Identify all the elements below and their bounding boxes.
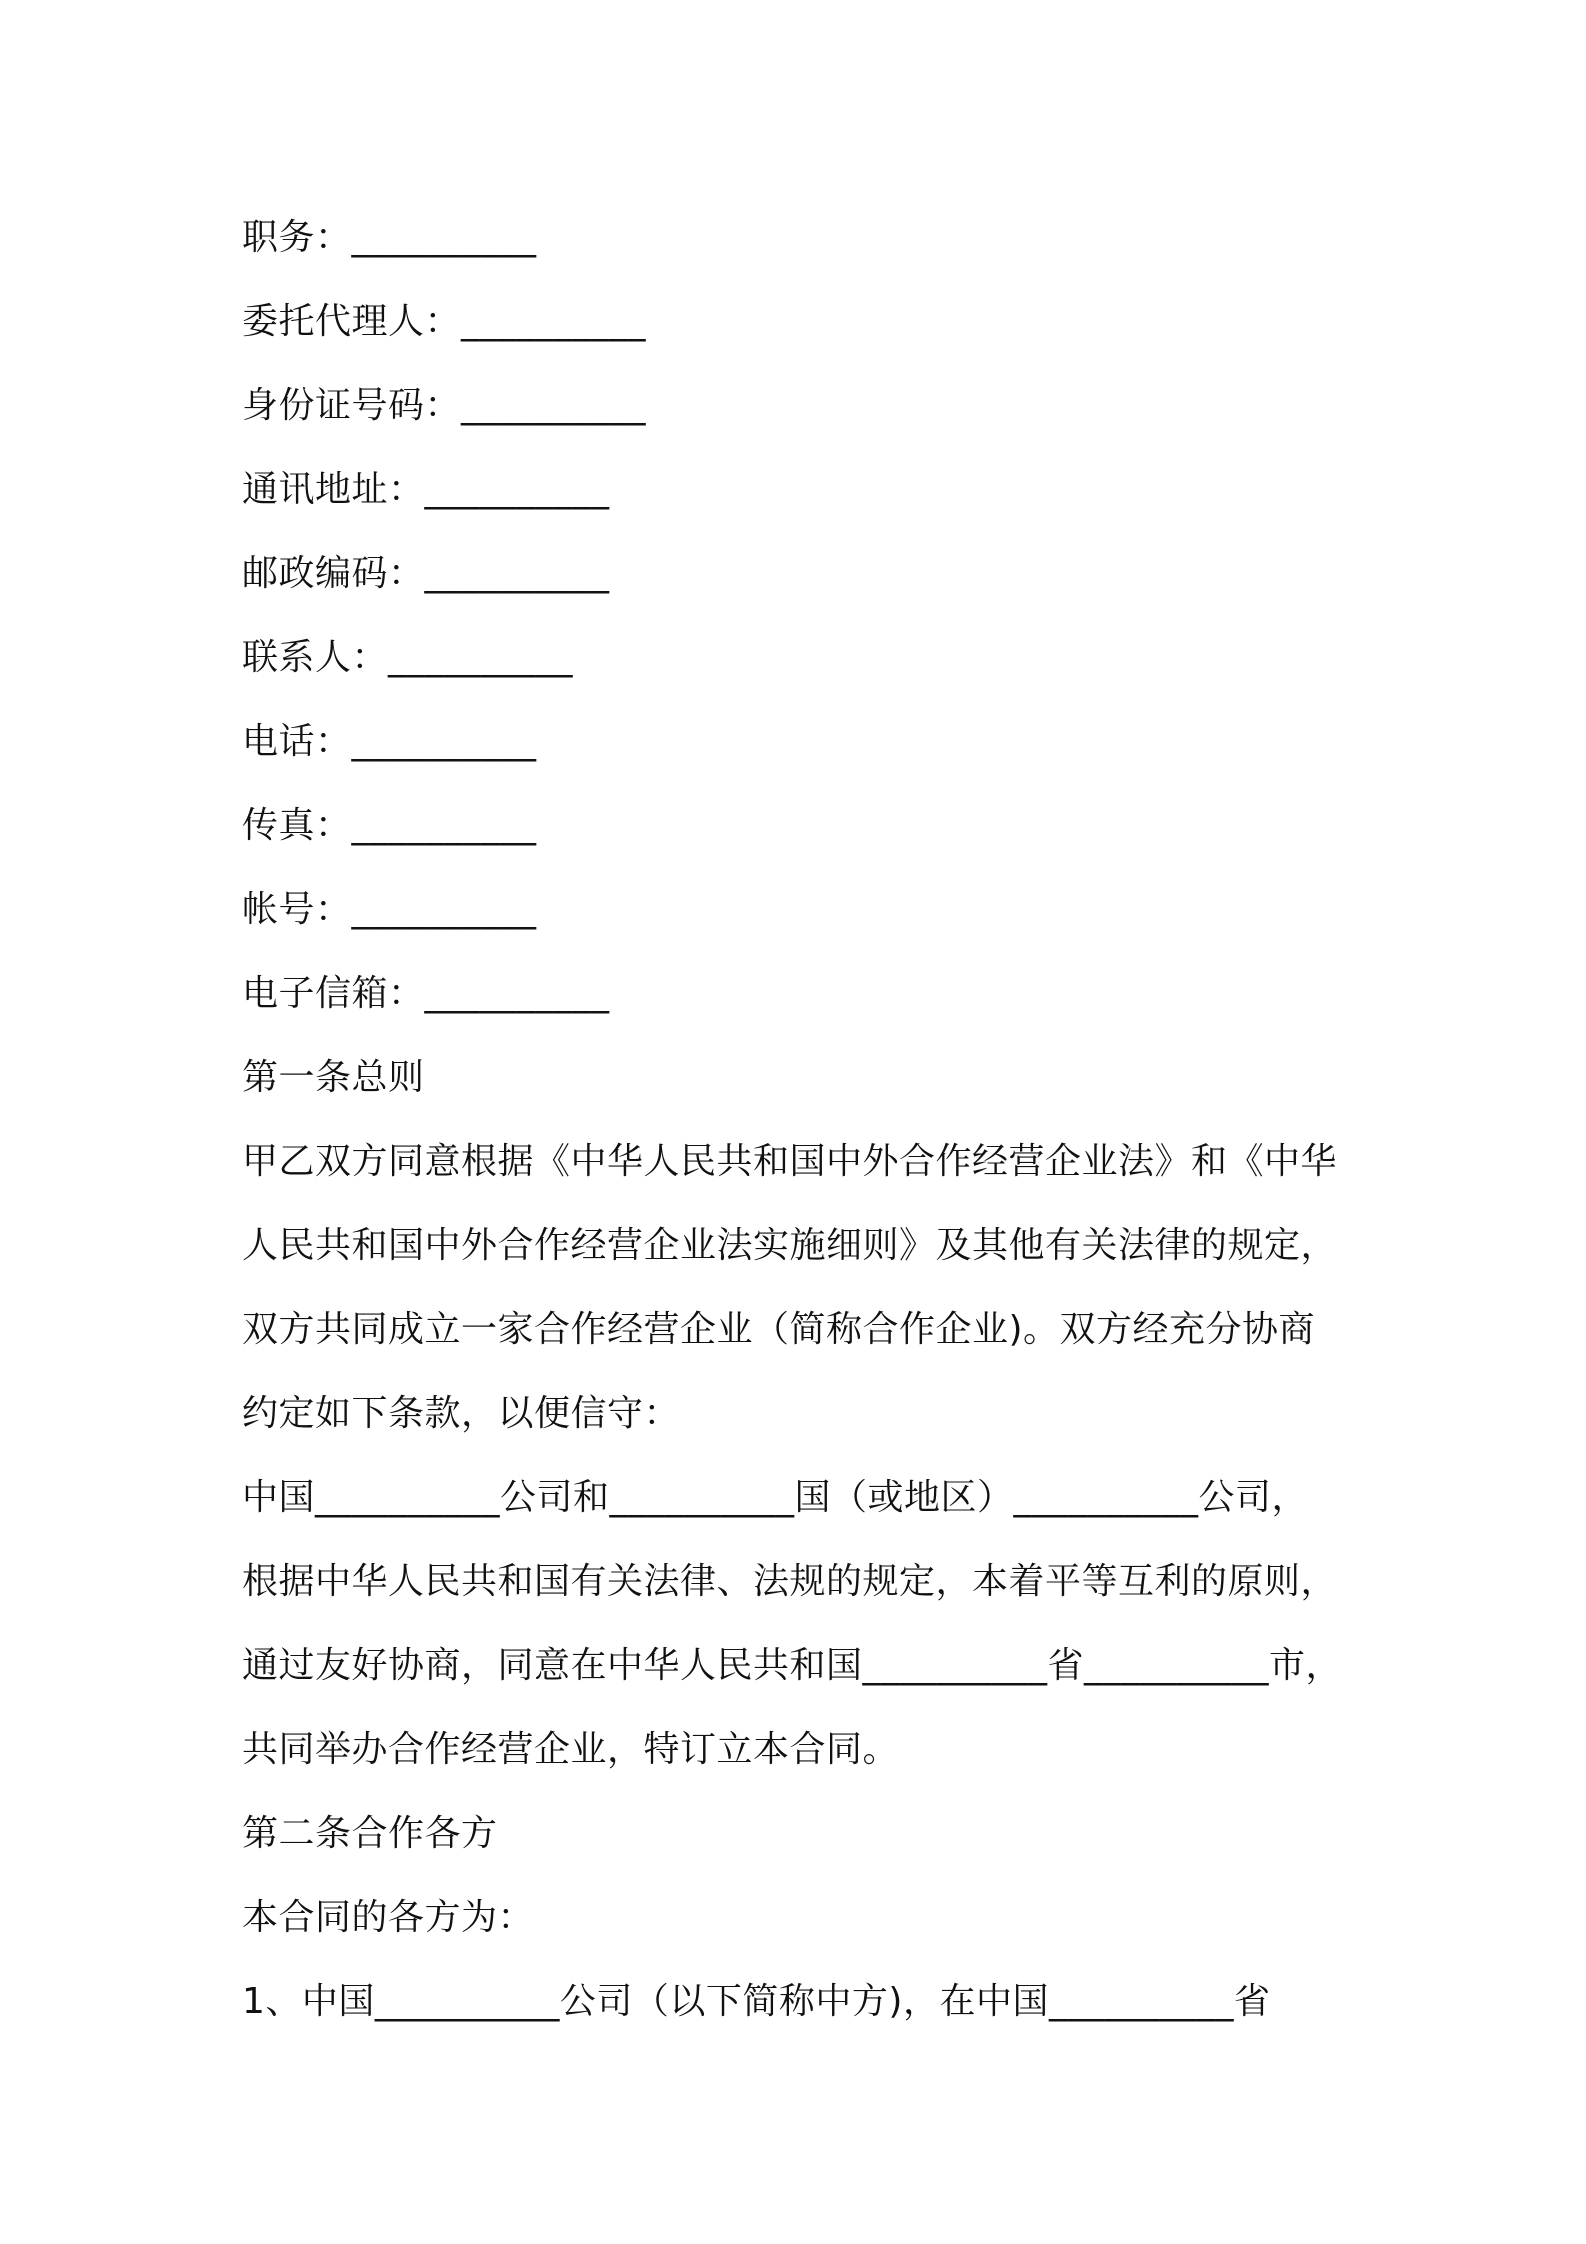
article-1-paragraph-line: 双方共同成立一家合作经营企业（简称合作企业)。双方经充分协商 (242, 1309, 1316, 1350)
field-fax: 传真：__________ (242, 805, 537, 846)
field-authorized-agent: 委托代理人：__________ (242, 301, 647, 342)
article-1-paragraph-line: 人民共和国中外合作经营企业法实施细则》及其他有关法律的规定， (242, 1225, 1338, 1266)
document-body (242, 196, 1362, 2044)
article-1-heading: 第一条总则 (242, 1057, 425, 1098)
field-email: 电子信箱：__________ (242, 973, 610, 1014)
preamble-paragraph-line: 中国__________公司和__________国（或地区）__________公司， (242, 1477, 1309, 1518)
party-1-line: 1、中国__________公司（以下简称中方)，在中国__________省 (242, 1981, 1271, 2022)
preamble-paragraph-line: 通过友好协商，同意在中华人民共和国__________省__________市， (242, 1645, 1343, 1686)
field-mailing-address: 通讯地址：__________ (242, 469, 610, 510)
article-2-intro: 本合同的各方为： (242, 1897, 535, 1938)
field-id-number: 身份证号码：__________ (242, 385, 647, 426)
article-1-paragraph-line: 约定如下条款，以便信守： (242, 1393, 681, 1434)
field-postal-code: 邮政编码：__________ (242, 553, 610, 594)
field-phone: 电话：__________ (242, 721, 537, 762)
preamble-paragraph-line: 根据中华人民共和国有关法律、法规的规定，本着平等互利的原则， (242, 1561, 1338, 1602)
article-2-heading: 第二条合作各方 (242, 1813, 498, 1854)
field-contact-person: 联系人：__________ (242, 637, 574, 678)
field-account: 帐号：__________ (242, 889, 537, 930)
field-position: 职务：__________ (242, 217, 537, 258)
article-1-paragraph-line: 甲乙双方同意根据《中华人民共和国中外合作经营企业法》和《中华 (242, 1141, 1338, 1182)
preamble-paragraph-line: 共同举办合作经营企业，特订立本合同。 (242, 1729, 900, 1770)
